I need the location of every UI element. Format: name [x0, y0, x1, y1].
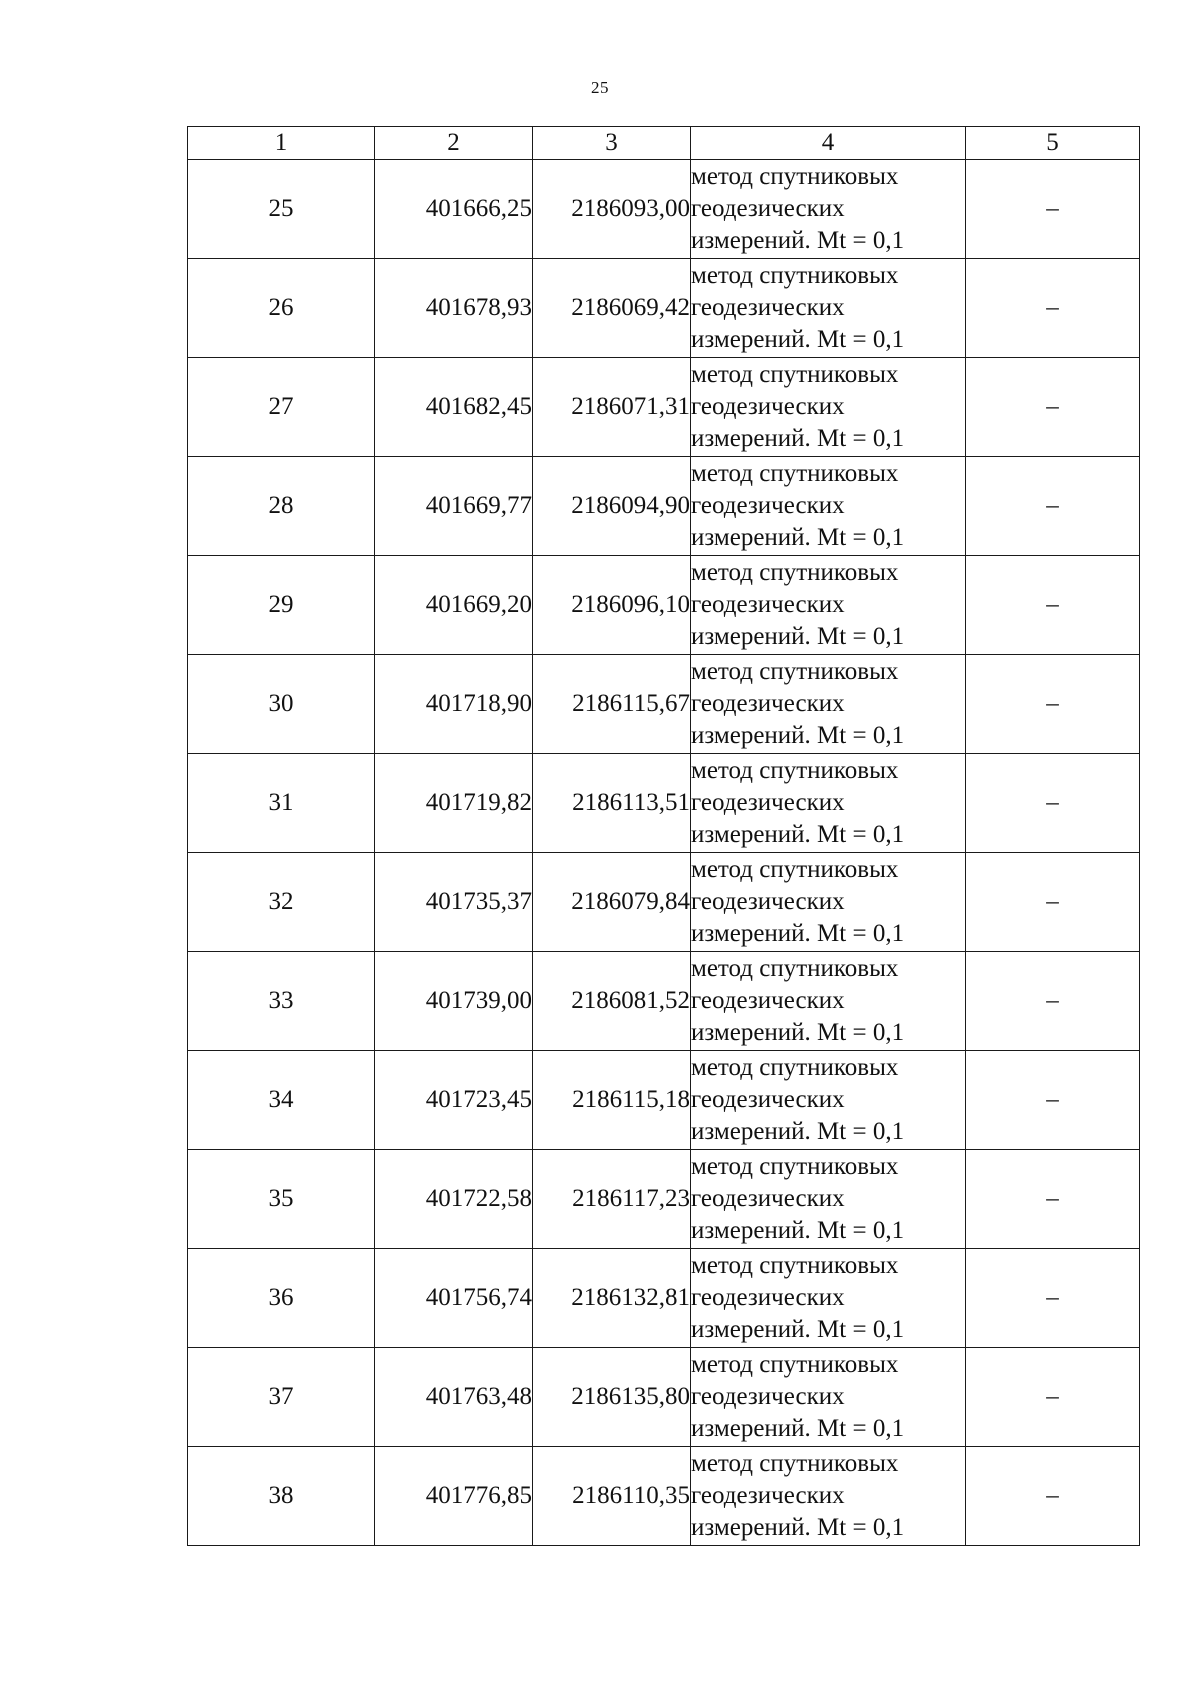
point-number-cell: 38	[188, 1447, 375, 1546]
method-cell: метод спутниковых геодезических измерений. Mt = 0,1	[691, 754, 966, 853]
x-coordinate-cell: 401719,82	[375, 754, 533, 853]
table-row	[188, 1051, 1140, 1150]
note-cell: –	[966, 754, 1140, 853]
x-coordinate-cell: 401669,77	[375, 457, 533, 556]
method-cell: метод спутниковых геодезических измерений. Mt = 0,1	[691, 358, 966, 457]
note-cell: –	[966, 853, 1140, 952]
x-coordinate-cell: 401678,93	[375, 259, 533, 358]
table-row	[188, 556, 1140, 655]
point-number-cell: 29	[188, 556, 375, 655]
method-cell: метод спутниковых геодезических измерений. Mt = 0,1	[691, 160, 966, 259]
method-cell: метод спутниковых геодезических измерений. Mt = 0,1	[691, 1348, 966, 1447]
method-cell: метод спутниковых геодезических измерений. Mt = 0,1	[691, 556, 966, 655]
x-coordinate-cell: 401756,74	[375, 1249, 533, 1348]
point-number-cell: 27	[188, 358, 375, 457]
y-coordinate-cell: 2186113,51	[533, 754, 691, 853]
y-coordinate-cell: 2186117,23	[533, 1150, 691, 1249]
column-header: 3	[533, 127, 691, 160]
method-cell: метод спутниковых геодезических измерений. Mt = 0,1	[691, 655, 966, 754]
coordinates-table	[187, 126, 1140, 1546]
column-header: 2	[375, 127, 533, 160]
point-number-cell: 32	[188, 853, 375, 952]
table-row	[188, 160, 1140, 259]
table-row	[188, 1348, 1140, 1447]
table-row	[188, 259, 1140, 358]
note-cell: –	[966, 160, 1140, 259]
y-coordinate-cell: 2186071,31	[533, 358, 691, 457]
y-coordinate-cell: 2186081,52	[533, 952, 691, 1051]
method-cell: метод спутниковых геодезических измерений. Mt = 0,1	[691, 1051, 966, 1150]
point-number-cell: 25	[188, 160, 375, 259]
x-coordinate-cell: 401776,85	[375, 1447, 533, 1546]
method-cell: метод спутниковых геодезических измерений. Mt = 0,1	[691, 952, 966, 1051]
table-header-row	[188, 127, 1140, 160]
method-cell: метод спутниковых геодезических измерений. Mt = 0,1	[691, 457, 966, 556]
column-header: 1	[188, 127, 375, 160]
method-cell: метод спутниковых геодезических измерений. Mt = 0,1	[691, 259, 966, 358]
x-coordinate-cell: 401735,37	[375, 853, 533, 952]
table-row	[188, 853, 1140, 952]
point-number-cell: 34	[188, 1051, 375, 1150]
point-number-cell: 33	[188, 952, 375, 1051]
table-row	[188, 1249, 1140, 1348]
method-cell: метод спутниковых геодезических измерений. Mt = 0,1	[691, 853, 966, 952]
x-coordinate-cell: 401739,00	[375, 952, 533, 1051]
note-cell: –	[966, 1348, 1140, 1447]
table-row	[188, 457, 1140, 556]
note-cell: –	[966, 655, 1140, 754]
y-coordinate-cell: 2186115,67	[533, 655, 691, 754]
x-coordinate-cell: 401682,45	[375, 358, 533, 457]
table-row	[188, 952, 1140, 1051]
note-cell: –	[966, 952, 1140, 1051]
point-number-cell: 26	[188, 259, 375, 358]
page-number: 25	[591, 78, 609, 97]
note-cell: –	[966, 1051, 1140, 1150]
table-body	[188, 127, 1140, 1546]
note-cell: –	[966, 556, 1140, 655]
method-cell: метод спутниковых геодезических измерений. Mt = 0,1	[691, 1150, 966, 1249]
y-coordinate-cell: 2186069,42	[533, 259, 691, 358]
note-cell: –	[966, 1150, 1140, 1249]
note-cell: –	[966, 358, 1140, 457]
y-coordinate-cell: 2186096,10	[533, 556, 691, 655]
x-coordinate-cell: 401718,90	[375, 655, 533, 754]
table-row	[188, 754, 1140, 853]
point-number-cell: 36	[188, 1249, 375, 1348]
point-number-cell: 30	[188, 655, 375, 754]
x-coordinate-cell: 401763,48	[375, 1348, 533, 1447]
table-row	[188, 1447, 1140, 1546]
y-coordinate-cell: 2186110,35	[533, 1447, 691, 1546]
y-coordinate-cell: 2186115,18	[533, 1051, 691, 1150]
note-cell: –	[966, 1447, 1140, 1546]
x-coordinate-cell: 401669,20	[375, 556, 533, 655]
table-row	[188, 655, 1140, 754]
column-header: 5	[966, 127, 1140, 160]
method-cell: метод спутниковых геодезических измерений. Mt = 0,1	[691, 1249, 966, 1348]
point-number-cell: 28	[188, 457, 375, 556]
method-cell: метод спутниковых геодезических измерений. Mt = 0,1	[691, 1447, 966, 1546]
note-cell: –	[966, 457, 1140, 556]
point-number-cell: 37	[188, 1348, 375, 1447]
x-coordinate-cell: 401723,45	[375, 1051, 533, 1150]
point-number-cell: 35	[188, 1150, 375, 1249]
note-cell: –	[966, 1249, 1140, 1348]
y-coordinate-cell: 2186093,00	[533, 160, 691, 259]
x-coordinate-cell: 401666,25	[375, 160, 533, 259]
y-coordinate-cell: 2186135,80	[533, 1348, 691, 1447]
table-row	[188, 358, 1140, 457]
y-coordinate-cell: 2186094,90	[533, 457, 691, 556]
point-number-cell: 31	[188, 754, 375, 853]
column-header: 4	[691, 127, 966, 160]
y-coordinate-cell: 2186079,84	[533, 853, 691, 952]
x-coordinate-cell: 401722,58	[375, 1150, 533, 1249]
y-coordinate-cell: 2186132,81	[533, 1249, 691, 1348]
table-row	[188, 1150, 1140, 1249]
note-cell: –	[966, 259, 1140, 358]
